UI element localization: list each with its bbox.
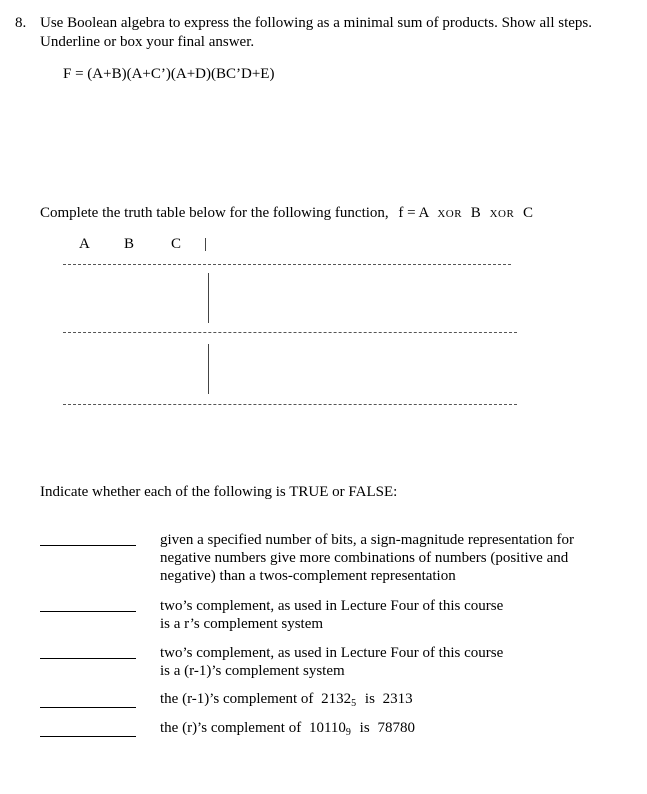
function-mid: B bbox=[470, 205, 481, 221]
statement-5-result: 78780 bbox=[377, 720, 415, 736]
answer-blank-5[interactable] bbox=[40, 736, 136, 737]
truth-table-rule-2 bbox=[63, 332, 517, 333]
answer-blank-4[interactable] bbox=[40, 707, 136, 708]
statement-2-line2: is a r’s complement system bbox=[160, 616, 324, 632]
truth-table-column-divider-2 bbox=[208, 344, 209, 394]
truth-table-prompt bbox=[40, 205, 533, 222]
truth-table-header-divider: | bbox=[204, 236, 208, 252]
truth-table-prompt-text: Complete the truth table below for the following function, bbox=[40, 205, 389, 221]
function-op2: XOR bbox=[489, 208, 515, 220]
truth-table-header-a: A bbox=[79, 236, 90, 252]
statement-5-number: 10110 bbox=[308, 720, 346, 736]
truth-table-header-b: B bbox=[124, 236, 135, 252]
statement-4-result: 2313 bbox=[382, 691, 413, 707]
statement-5-connector: is bbox=[359, 720, 370, 736]
statement-4-connector: is bbox=[364, 691, 375, 707]
statement-3-line2: is a (r-1)’s complement system bbox=[160, 663, 345, 679]
question-number: 8. bbox=[15, 15, 27, 31]
true-false-prompt: Indicate whether each of the following is TRUE or FALSE: bbox=[40, 484, 398, 500]
statement-5-prefix: the (r)’s complement of bbox=[160, 720, 302, 736]
truth-table-rule-3 bbox=[63, 404, 517, 405]
answer-blank-3[interactable] bbox=[40, 658, 136, 659]
statement-2-line1: two’s complement, as used in Lecture Four of this course bbox=[160, 598, 504, 614]
function-lhs: f = A bbox=[398, 205, 429, 221]
statement-5-base: 9 bbox=[345, 727, 351, 738]
statement-3 bbox=[160, 644, 620, 680]
statement-1: given a specified number of bits, a sign-magnitude representation for negative numbers give more combinations of numbers (positive and negative) than a twos-complement representation bbox=[160, 532, 575, 584]
statement-4-base: 5 bbox=[351, 698, 357, 709]
function-op1: XOR bbox=[437, 208, 463, 220]
truth-table-column-divider-1 bbox=[208, 273, 209, 323]
statement-3-line1: two’s complement, as used in Lecture Four of this course bbox=[160, 645, 504, 661]
answer-blank-1[interactable] bbox=[40, 545, 136, 546]
answer-blank-2[interactable] bbox=[40, 611, 136, 612]
question-instruction-line1: Use Boolean algebra to express the following as a minimal sum of products. Show all steps. bbox=[40, 15, 592, 31]
statement-4-number: 2132 bbox=[321, 691, 352, 707]
statement-4-prefix: the (r-1)’s complement of bbox=[160, 691, 314, 707]
boolean-expression: F = (A+B)(A+C’)(A+D)(BC’D+E) bbox=[63, 66, 275, 82]
function-rhs: C bbox=[523, 205, 534, 221]
truth-table-header-c: C bbox=[171, 236, 182, 252]
truth-table-rule-1 bbox=[63, 264, 511, 265]
statement-4 bbox=[160, 690, 620, 708]
question-instruction-line2: Underline or box your final answer. bbox=[40, 34, 255, 50]
statement-5 bbox=[160, 719, 620, 737]
statement-2 bbox=[160, 597, 620, 633]
